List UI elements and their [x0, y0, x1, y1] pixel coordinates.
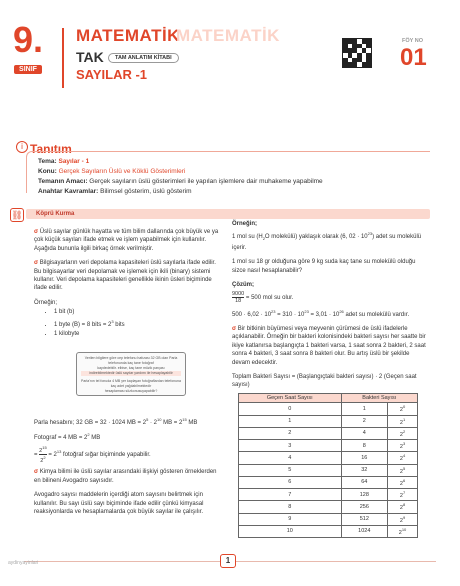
intro-heading: Tanıtım: [30, 142, 72, 156]
count-cell: 8: [341, 440, 388, 452]
subject-title: MATEMATİK: [76, 26, 180, 45]
bullet-item: • 1 bit (b): [54, 308, 224, 316]
table-row: [239, 476, 418, 488]
formula: Toplam Bakteri Sayısı = (Başlangıçtaki bakteri sayısı) · 2 (Geçen saat sayısı): [232, 374, 417, 389]
power-cell: $2^4$: [388, 452, 418, 464]
grade-badge: [8, 19, 48, 76]
bullet-item: • 1 kilobyte: [54, 330, 224, 338]
example-1: 1 mol su ($H_2O$ molekülü) yaklaşık olarak (6, $02 \cdot 10^{23}$) adet su molekülü içerir.: [232, 231, 422, 251]
example-label: Örneğin;: [34, 299, 58, 306]
paragraph-1: σ Üslü sayılar günlük hayatta ve tüm bilim dallarında çok büyük ve ya çok küçük sayıları ifade etmek ve işlem yapabilmek için kullanılır. Aşağıda bununla ilgili birkaç örnek verilmiştir.: [34, 229, 219, 252]
count-cell: 1024: [341, 525, 388, 537]
power-cell: $2^0$: [388, 403, 418, 415]
power-cell: $2^2$: [388, 427, 418, 439]
grade-number: 9.: [12, 19, 44, 60]
foy-number: 01: [400, 44, 427, 71]
foy-label: FÖY NO: [402, 38, 423, 44]
phone-note-image: Verilen bilgilere göre cep telefonu hafızası 32 GB olan Parla telefonunda kaç tane fotoğraf kaydedebilir. elbise, kaç tane müzik parçası indirebilmektedir üslü sayılar yardımı ile hesaplayabilir Parla'nın tel fonuda 4 MB yer kaplayan fotoğraflardan telefonuna kaç adet yağılabilmektedir hesaplaması sözkonusuyapabilir?: [76, 352, 186, 396]
count-cell: 4: [341, 427, 388, 439]
link-icon: ⛓: [11, 210, 23, 220]
count-cell: 128: [341, 489, 388, 501]
count-cell: 64: [341, 476, 388, 488]
power-cell: $2^{10}$: [388, 525, 418, 537]
table-row: [239, 513, 418, 525]
bullet-list: [34, 308, 224, 338]
table-row: [239, 415, 418, 427]
intro-konu: Konu: Gerçek Sayıların Üslü ve Köklü Gösterimleri: [38, 168, 186, 175]
paragraph-4: Avogadro sayısı maddelerin içerdiği atom sayısını belirtmek için kullanılır. Bu sayı üslü sayı biçiminde ifade edilir çünkü kimyasal reaksiyonlarda ve hesaplamalarda çok büyük sayılar ile çalışılır.: [34, 492, 204, 516]
bullet-item: • 1 byte (B) = 8 bits = $2^3$ bits: [54, 318, 224, 329]
solution-title: Çözüm;: [232, 282, 254, 289]
hours-cell: 1: [239, 415, 342, 427]
hours-cell: 8: [239, 501, 342, 513]
count-cell: 256: [341, 501, 388, 513]
power-cell: $2^1$: [388, 415, 418, 427]
hours-cell: 4: [239, 452, 342, 464]
table-row: [239, 452, 418, 464]
paragraph-3: σ Kimya bilimi ile üslü sayılar arasındaki ilişkiyi gösteren örneklerden en bilineni Avogadro sayısıdır.: [34, 469, 217, 484]
calc-1: Parla hesabını; 32 GB = 32 · 1024 MB = $2^5 \cdot 2^{10}$ MB = $2^{15}$ MB: [34, 417, 198, 426]
info-icon: i: [16, 141, 28, 153]
hours-cell: 10: [239, 525, 342, 537]
intro-amac: Temanın Amacı: Gerçek sayıların üslü gösterimleri ile yapılan işlemlere dair muhakeme yapabilme: [38, 178, 323, 185]
hours-cell: 7: [239, 489, 342, 501]
left-calc: [34, 416, 224, 523]
intro-kavram: Anahtar Kavramlar: Bilimsel gösterim, üslü gösterim: [38, 188, 192, 195]
count-cell: 2: [341, 415, 388, 427]
bridge-title: Köprü Kurma: [26, 209, 430, 219]
table-row: [239, 525, 418, 537]
hours-cell: 2: [239, 427, 342, 439]
hours-cell: 5: [239, 464, 342, 476]
table-row: [239, 427, 418, 439]
header-divider: [62, 28, 64, 88]
hours-cell: 9: [239, 513, 342, 525]
brand-logo: aydinyayinlari: [8, 560, 39, 566]
calc-3: = $\frac{2^{15}}{2^2}$ = $2^{13}$ fotoğraf sığar biçiminde yapabilir.: [34, 444, 151, 464]
count-cell: 1: [341, 403, 388, 415]
grade-label: SINIF: [14, 65, 42, 74]
power-cell: $2^5$: [388, 464, 418, 476]
series-title: TAK: [76, 49, 104, 65]
page-number: 1: [220, 554, 236, 568]
calc-2: Fotograf = 4 MB = $2^2$ MB: [34, 432, 101, 442]
power-cell: $2^6$: [388, 476, 418, 488]
qr-code-icon[interactable]: [342, 38, 372, 68]
paragraph-2: σ Bilgisayarların veri depolama kapasiteleri üslü sayılarla ifade edilir. Bu bilgisayarlar veri depolamak ve işlemek için ikili (binary) sistemi kullanır. Veri depolama kapasiteleri genellikle ikinin üsleri biçiminde ifade edilir.: [34, 260, 216, 292]
table-row: [239, 403, 418, 415]
left-column: [34, 228, 224, 339]
solution-1: $\frac{9000}{18}$ = 500 mol su olur.: [232, 290, 294, 304]
right-example-title: Örneğin;: [232, 221, 257, 227]
series-subtitle: TAM ANLATIM KİTABI: [108, 53, 179, 63]
power-cell: $2^7$: [388, 489, 418, 501]
example-2: 1 mol su 18 gr olduğuna göre 9 kg suda kaç tane su molekülü olduğu sizce nasıl hesaplanabilir?: [232, 259, 416, 274]
count-cell: 16: [341, 452, 388, 464]
table-row: [239, 464, 418, 476]
table-header: Bakteri Sayısı: [341, 393, 417, 403]
table-row: [239, 489, 418, 501]
subject-title-ghost: MATEMATİK: [176, 26, 280, 45]
hours-cell: 3: [239, 440, 342, 452]
paragraph-5: σ Bir bitkinin büyümesi veya meyvenin çürümesi de üslü ifadelerle açıklanabilir. Örneğin bir bakteri kolonisindeki bakteri sayısı her saatte bir ikiye katlanırsa başlangıçta 1 bakteri varsa, 1 saat sonra 2 bakteri, 2 saat sonra 4 bakteri, 3 saat sonra 8 bakteri olur. Bu artış üslü bir şekilde devam edecektir.: [232, 326, 426, 366]
power-cell: $2^3$: [388, 440, 418, 452]
power-cell: $2^8$: [388, 501, 418, 513]
table-row: [239, 501, 418, 513]
intro-tema: Tema: Sayılar - 1: [38, 158, 90, 165]
bacteria-table: [238, 393, 418, 538]
count-cell: 512: [341, 513, 388, 525]
table-row: [239, 440, 418, 452]
power-cell: $2^9$: [388, 513, 418, 525]
hours-cell: 6: [239, 476, 342, 488]
right-column: [232, 220, 428, 538]
hours-cell: 0: [239, 403, 342, 415]
count-cell: 32: [341, 464, 388, 476]
solution-2: $500 \cdot 6,02 \cdot 10^{23} = 310 \cdot 10^{23} = 3,01 \cdot 10^{26}$ adet su molekülü vardır.: [232, 308, 410, 318]
unit-title: SAYILAR -1: [76, 67, 148, 82]
table-header: Geçen Saat Sayısı: [239, 393, 342, 403]
